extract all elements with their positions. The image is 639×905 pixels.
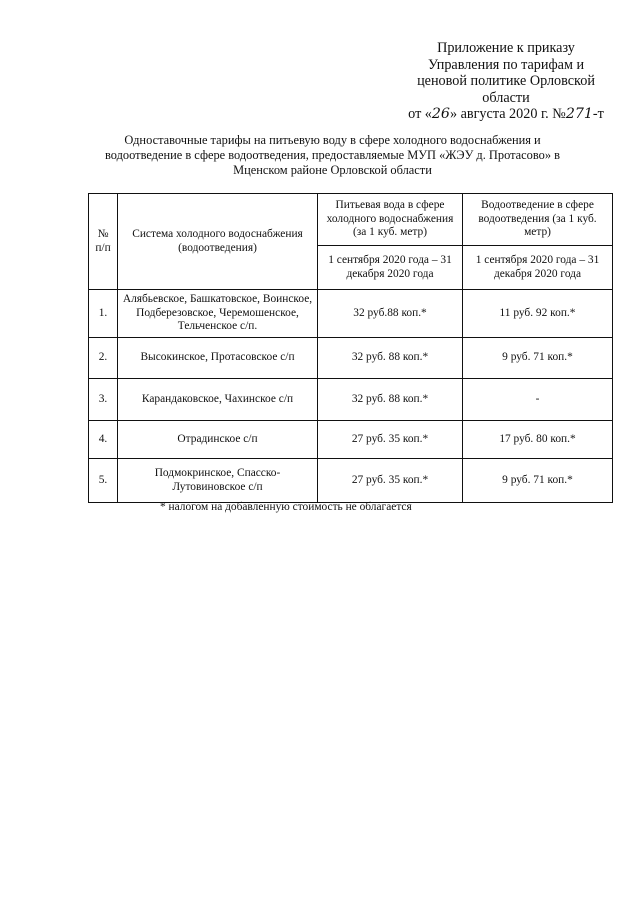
row-water-tariff: 32 руб.88 коп.*	[318, 290, 463, 338]
tariff-table	[88, 193, 613, 503]
row-number: 4.	[89, 421, 118, 459]
table-row	[89, 421, 613, 459]
header-number: № п/п	[89, 194, 118, 290]
row-water-tariff: 27 руб. 35 коп.*	[318, 421, 463, 459]
table-header-row	[89, 194, 613, 246]
table-row	[89, 459, 613, 503]
handwritten-day: 26	[431, 106, 450, 122]
table-row	[89, 338, 613, 379]
row-water-tariff: 32 руб. 88 коп.*	[318, 338, 463, 379]
appendix-line-4: области	[482, 89, 530, 106]
appendix-line-1: Приложение к приказу	[437, 40, 575, 56]
appendix-date-line	[388, 106, 624, 123]
row-system: Подмокринское, Спасско-Лутовиновское с/п	[118, 459, 318, 503]
header-water: Питьевая вода в сфере холодного водоснабжения (за 1 куб. метр)	[318, 194, 463, 246]
title-line-3: Мценском районе Орловской области	[233, 163, 432, 177]
row-number: 2.	[89, 338, 118, 379]
period-water: 1 сентября 2020 года – 31 декабря 2020 года	[318, 246, 463, 290]
title-line-2: водоотведение в сфере водоотведения, предоставляемые МУП «ЖЭУ д. Протасово» в	[105, 148, 560, 162]
period-sewer: 1 сентября 2020 года – 31 декабря 2020 года	[463, 246, 613, 290]
row-water-tariff: 32 руб. 88 коп.*	[318, 379, 463, 421]
vat-footnote: * налогом на добавленную стоимость не облагается	[160, 501, 412, 513]
row-number: 3.	[89, 379, 118, 421]
header-sewer: Водоотведение в сфере водоотведения (за 1 куб. метр)	[463, 194, 613, 246]
table-row	[89, 290, 613, 338]
row-sewer-tariff: 9 руб. 71 коп.*	[463, 459, 613, 503]
row-sewer-tariff: 9 руб. 71 коп.*	[463, 338, 613, 379]
document-title	[100, 133, 565, 178]
table-row	[89, 379, 613, 421]
row-sewer-tariff: -	[463, 379, 613, 421]
row-system: Высокинское, Протасовское с/п	[118, 338, 318, 379]
row-system: Отрадинское с/п	[118, 421, 318, 459]
date-prefix: от «	[408, 106, 432, 122]
appendix-line-2: Управления по тарифам и	[427, 56, 585, 73]
date-middle: » августа 2020 г. №	[449, 106, 566, 122]
row-system: Алябьевское, Башкатовское, Воинское, Подберезовское, Черемошенское, Тельченское с/п.	[118, 290, 318, 338]
number-suffix: -т	[592, 106, 604, 122]
row-number: 5.	[89, 459, 118, 503]
appendix-block	[388, 40, 624, 123]
handwritten-number: 271	[565, 106, 593, 122]
row-sewer-tariff: 17 руб. 80 коп.*	[463, 421, 613, 459]
row-system: Карандаковское, Чахинское с/п	[118, 379, 318, 421]
row-number: 1.	[89, 290, 118, 338]
row-water-tariff: 27 руб. 35 коп.*	[318, 459, 463, 503]
row-sewer-tariff: 11 руб. 92 коп.*	[463, 290, 613, 338]
title-line-1: Одноставочные тарифы на питьевую воду в сфере холодного водоснабжения и	[124, 133, 541, 147]
header-system: Система холодного водоснабжения (водоотведения)	[118, 194, 318, 290]
appendix-line-3: ценовой политике Орловской	[417, 73, 595, 89]
